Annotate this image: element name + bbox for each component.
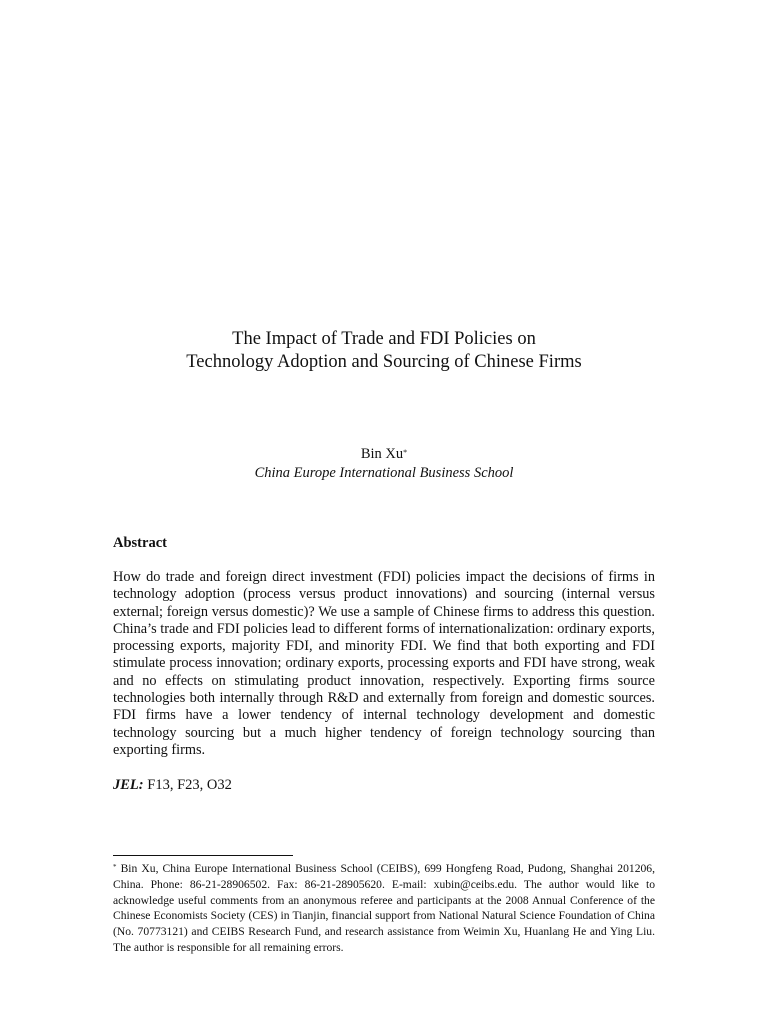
footnote-divider <box>113 855 293 856</box>
jel-codes-line <box>113 776 232 795</box>
author-line <box>0 445 768 464</box>
abstract-body: How do trade and foreign direct investment (FDI) policies impact the decisions of firms in technology adoption (process versus product innovations) and sourcing (internal versus external; foreign versus domestic)? We use a sample of Chinese firms to address this question. China’s trade and FDI policies lead to different forms of internationalization: ordinary exports, processing exports, majority FDI, and minority FDI. We find that both exporting and FDI stimulate process innovation; ordinary exports, processing exports and FDI have strong, weak and no effects on stimulating product innovation, respectively. Exporting firms source technologies both internally through R&D and externally from foreign and domestic sources. FDI firms have a lower tendency of internal technology development and domestic technology sourcing but a much higher tendency of foreign technology sourcing than exporting firms. <box>113 569 655 758</box>
author-name: Bin Xu <box>360 446 404 462</box>
footnote-text: Bin Xu, China Europe International Business School (CEIBS), 699 Hongfeng Road, Pudong, Shanghai 201206, China. Phone: 86-21-28906502. Fax: 86-21-28905620. E-mail: xubin@ceibs.edu. The author would like to acknowledge useful comments from an anonymous referee and participants at the 2008 Annual Conference of the Chinese Economists Society (CES) in Tianjin, financial support from National Natural Science Foundation of China (No. 70773121) and CEIBS Research Fund, and research assistance from Weimin Xu, Huanlang He and Ying Liu. The author is responsible for all remaining errors. <box>113 862 655 954</box>
footnote <box>113 861 655 956</box>
author-affiliation: China Europe International Business School <box>254 465 514 481</box>
author-footnote-mark: * <box>403 448 408 457</box>
jel-label: JEL <box>113 777 139 793</box>
footnote-mark: * <box>113 863 117 871</box>
paper-title <box>0 328 768 374</box>
title-line-1: The Impact of Trade and FDI Policies on <box>232 329 536 349</box>
title-line-2: Technology Adoption and Sourcing of Chinese Firms <box>186 352 582 372</box>
jel-separator: : <box>138 777 144 793</box>
abstract-heading: Abstract <box>113 535 167 551</box>
jel-codes: F13, F23, O32 <box>147 777 232 793</box>
